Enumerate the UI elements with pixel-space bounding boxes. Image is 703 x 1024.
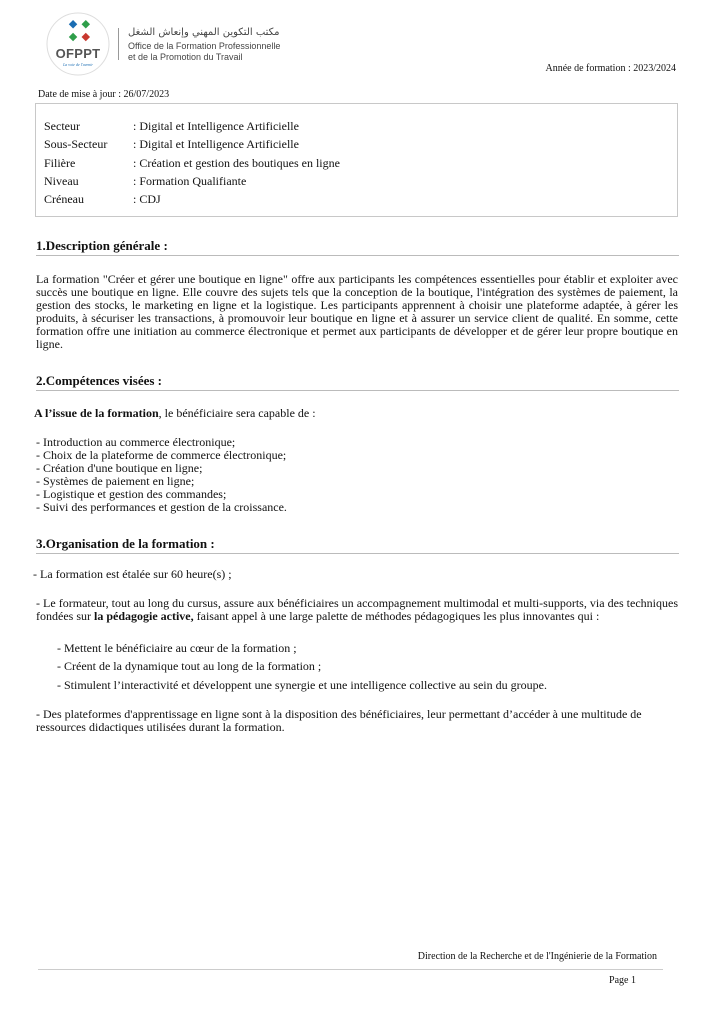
training-year: Année de formation : 2023/2024: [545, 63, 676, 74]
description-text: La formation "Créer et gérer une boutique en ligne" offre aux participants les compétences essentielles pour établir et exploiter avec succès une boutique en ligne. Elle couvre des sujets tels que la conception de la boutique, l'intégration des systèmes de paiement, la gestion des stocks, le marketing en ligne et la logistique. Les participants apprennent à choisir une plateforme adaptée, à gérer les produits, à sécuriser les transactions, à promouvoir leur boutique en ligne et à assurer un service client de qualité. En somme, cette formation offre une initiation au commerce électronique et permet aux participants de développer et de gérer leur propre boutique en ligne.: [36, 272, 678, 351]
trainer-text-bold: la pédagogie active,: [93, 609, 194, 623]
info-label: Secteur: [44, 119, 80, 133]
list-item: - Suivi des performances et gestion de la croissance.: [36, 500, 287, 514]
list-item: - Systèmes de paiement en ligne;: [36, 474, 195, 488]
section-title-competences: 2.Compétences visées :: [36, 373, 679, 391]
logo-text: OFPPT: [55, 46, 101, 61]
list-item: - Introduction au commerce électronique;: [36, 435, 236, 449]
info-value: : Formation Qualifiante: [133, 174, 247, 188]
page-number: Page 1: [609, 975, 636, 986]
info-box: [35, 103, 678, 217]
method-item: - Créent de la dynamique tout au long de la formation ;: [57, 659, 322, 673]
info-value: : Digital et Intelligence Artificielle: [133, 137, 299, 151]
list-item: - Choix de la plateforme de commerce électronique;: [36, 448, 287, 462]
info-label: Niveau: [44, 174, 79, 188]
info-label: Créneau: [44, 192, 84, 206]
info-label: Sous-Secteur: [44, 137, 108, 151]
method-item: - Stimulent l’interactivité et développent une synergie et une intelligence collective au sein du groupe.: [57, 678, 547, 692]
competences-intro: [34, 406, 316, 420]
update-date: Date de mise à jour : 26/07/2023: [38, 89, 170, 100]
section-title-description: 1.Description générale :: [36, 238, 679, 256]
list-item: - Logistique et gestion des commandes;: [36, 487, 227, 501]
org-name-arabic: مكتب التكوين المهني وإنعاش الشغل: [128, 27, 280, 38]
info-value: : Création et gestion des boutiques en ligne: [133, 156, 340, 170]
footer-direction: Direction de la Recherche et de l'Ingénierie de la Formation: [417, 951, 657, 962]
competences-intro-bold: A l’issue de la formation: [34, 406, 159, 420]
info-label: Filière: [44, 156, 76, 170]
org-name-line2: et de la Promotion du Travail: [128, 52, 243, 62]
duration-text: - La formation est étalée sur 60 heure(s) ;: [33, 567, 232, 581]
header-divider: [118, 28, 119, 60]
org-name-line1: Office de la Formation Professionnelle: [128, 41, 281, 51]
competences-intro-rest: , le bénéficiaire sera capable de :: [158, 406, 316, 420]
info-value: : CDJ: [133, 192, 161, 206]
trainer-text-a: - Le formateur, tout au long du cursus, assure aux bénéficiaires un accompagnement multimodal et multi-supports, via des techniques fondées sur: [36, 596, 678, 623]
logo-motto: La voie de l'avenir: [63, 62, 93, 67]
trainer-text-b: faisant appel à une large palette de méthodes pédagogiques les plus innovantes qui :: [193, 609, 600, 623]
trainer-text: [36, 597, 678, 623]
footer-divider: [38, 969, 663, 970]
method-item: - Mettent le bénéficiaire au cœur de la formation ;: [57, 641, 297, 655]
info-value: : Digital et Intelligence Artificielle: [133, 119, 299, 133]
platforms-text: - Des plateformes d'apprentissage en ligne sont à la disposition des bénéficiaires, leur permettant d’accéder à une multitude de ressources didactiques utilisées durant la formation.: [36, 707, 642, 734]
list-item: - Création d'une boutique en ligne;: [36, 461, 203, 475]
section-title-organisation: 3.Organisation de la formation :: [36, 536, 679, 554]
